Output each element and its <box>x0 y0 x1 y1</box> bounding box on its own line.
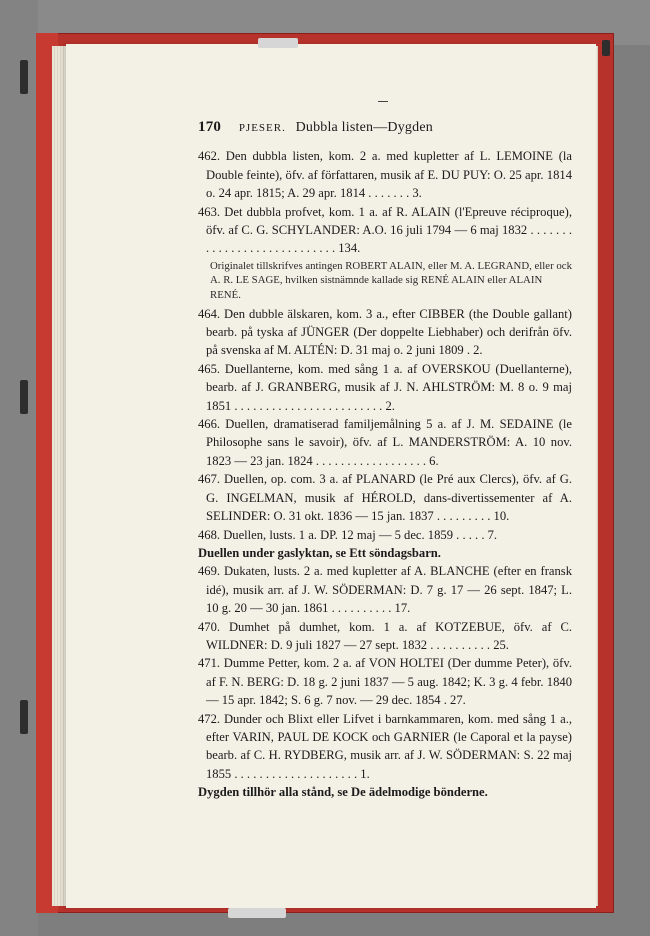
binding-clip <box>602 40 610 56</box>
entry-465: 465. Duellanterne, kom. med sång 1 a. af OVERSKOU (Duellanterne), bearb. af J. GRANBERG, musik af J. N. AHLSTRÖM: M. 8 o. 9 maj 1851 . . . . . . . . . . . . . . . . . . . . . . . . 2. <box>198 361 572 413</box>
book-binding-shadow <box>0 0 38 936</box>
binding-clip <box>20 700 28 734</box>
entry-462: 462. Den dubbla listen, kom. 2 a. med kupletter af L. LEMOINE (la Double feinte), öfv. af författaren, musik af E. DU PUY: O. 25 apr. 1814 o. 24 apr. 1815; A. 29 apr. 1814 . . . . . . . 3. <box>198 149 572 201</box>
running-header <box>198 118 572 137</box>
entry-469: 469. Dukaten, lusts. 2 a. med kupletter af A. BLANCHE (efter en fransk idé), musik arr. af J. W. SÖDERMAN: D. 7 g. 17 — 26 sept. 1847; L. 10 g. 20 — 30 jan. 1861 . . . . . . . . . . 17. <box>198 564 572 616</box>
cross-reference: Dygden tillhör alla stånd, se De ädelmodige bönderne. <box>198 785 488 800</box>
ornament-dash <box>378 101 388 102</box>
entry-472: 472. Dunder och Blixt eller Lifvet i barnkammaren, kom. med sång 1 a., efter VARIN, PAUL DE KOCK och GARNIER (le Caporal et la payse) bearb. af C. H. RYDBERG, musik arr. af J. W. SÖDERMAN: S. 22 maj 1855 . . . . . . . . . . . . . . . . . . . . 1. <box>198 711 572 781</box>
section-label: PJESER. <box>238 122 286 134</box>
page-tab <box>228 908 286 918</box>
page-tab <box>258 38 298 48</box>
entry-468: 468. Duellen, lusts. 1 a. DP. 12 maj — 5 dec. 1859 . . . . . 7. <box>198 527 498 542</box>
binding-clip <box>20 380 28 414</box>
footnote: Originalet tillskrifves antingen ROBERT ALAIN, eller M. A. LEGRAND, eller ock A. R. LE SAGE, hvilken sistnämnde kallade sig RENÉ ALAIN eller ALAIN RENÉ. <box>210 259 572 302</box>
cross-reference: Duellen under gaslyktan, se Ett söndagsbarn. <box>198 545 441 560</box>
entry-463: 463. Det dubbla profvet, kom. 1 a. af R. ALAIN (l'Epreuve réciproque), öfv. af C. G. SCHYLANDER: A.O. 16 juli 1794 — 6 maj 1832 . . . . . . . . . . . . . . . . . . . . . . . . . . . . 134. <box>198 204 572 256</box>
entry-466: 466. Duellen, dramatiserad familjemålning 5 a. af J. M. SEDAINE (le Philosophe sans le savoir), öfv. af L. MANDERSTRÖM: A. 10 nov. 1823 — 23 jan. 1824 . . . . . . . . . . . . . . . . . . 6. <box>198 417 572 468</box>
page-number: 170 <box>198 119 222 135</box>
entry-467: 467. Duellen, op. com. 3 a. af PLANARD (le Pré aux Clercs), öfv. af G. G. INGELMAN, musik af HÉROLD, dans-divertissementer af A. SELINDER: O. 31 okt. 1836 — 15 jan. 1837 . . . . . . . . . 10. <box>198 472 572 524</box>
entry-470: 470. Dumhet på dumhet, kom. 1 a. af KOTZEBUE, öfv. af C. WILDNER: D. 9 juli 1827 — 27 sept. 1832 . . . . . . . . . . 25. <box>198 619 572 652</box>
entry-471: 471. Dumme Petter, kom. 2 a. af VON HOLTEI (Der dumme Peter), öfv. af F. N. BERG: D. 18 g. 2 juni 1837 — 5 aug. 1842; K. 3 g. 4 febr. 1840 — 15 apr. 1842; S. 6 g. 7 nov. — 29 dec. 1854 . 27. <box>198 656 572 708</box>
entry-464: 464. Den dubble älskaren, kom. 3 a., efter CIBBER (the Double gallant) bearb. på tyska af JÜNGER (Der doppelte Liebhaber) och derifrån öfv. på svenska af M. ALTÉN: D. 31 maj o. 2 juni 1809 . 2. <box>198 306 572 358</box>
binding-clip <box>20 60 28 94</box>
page-content <box>198 118 572 802</box>
page-range: Dubbla listen—Dygden <box>295 120 433 135</box>
